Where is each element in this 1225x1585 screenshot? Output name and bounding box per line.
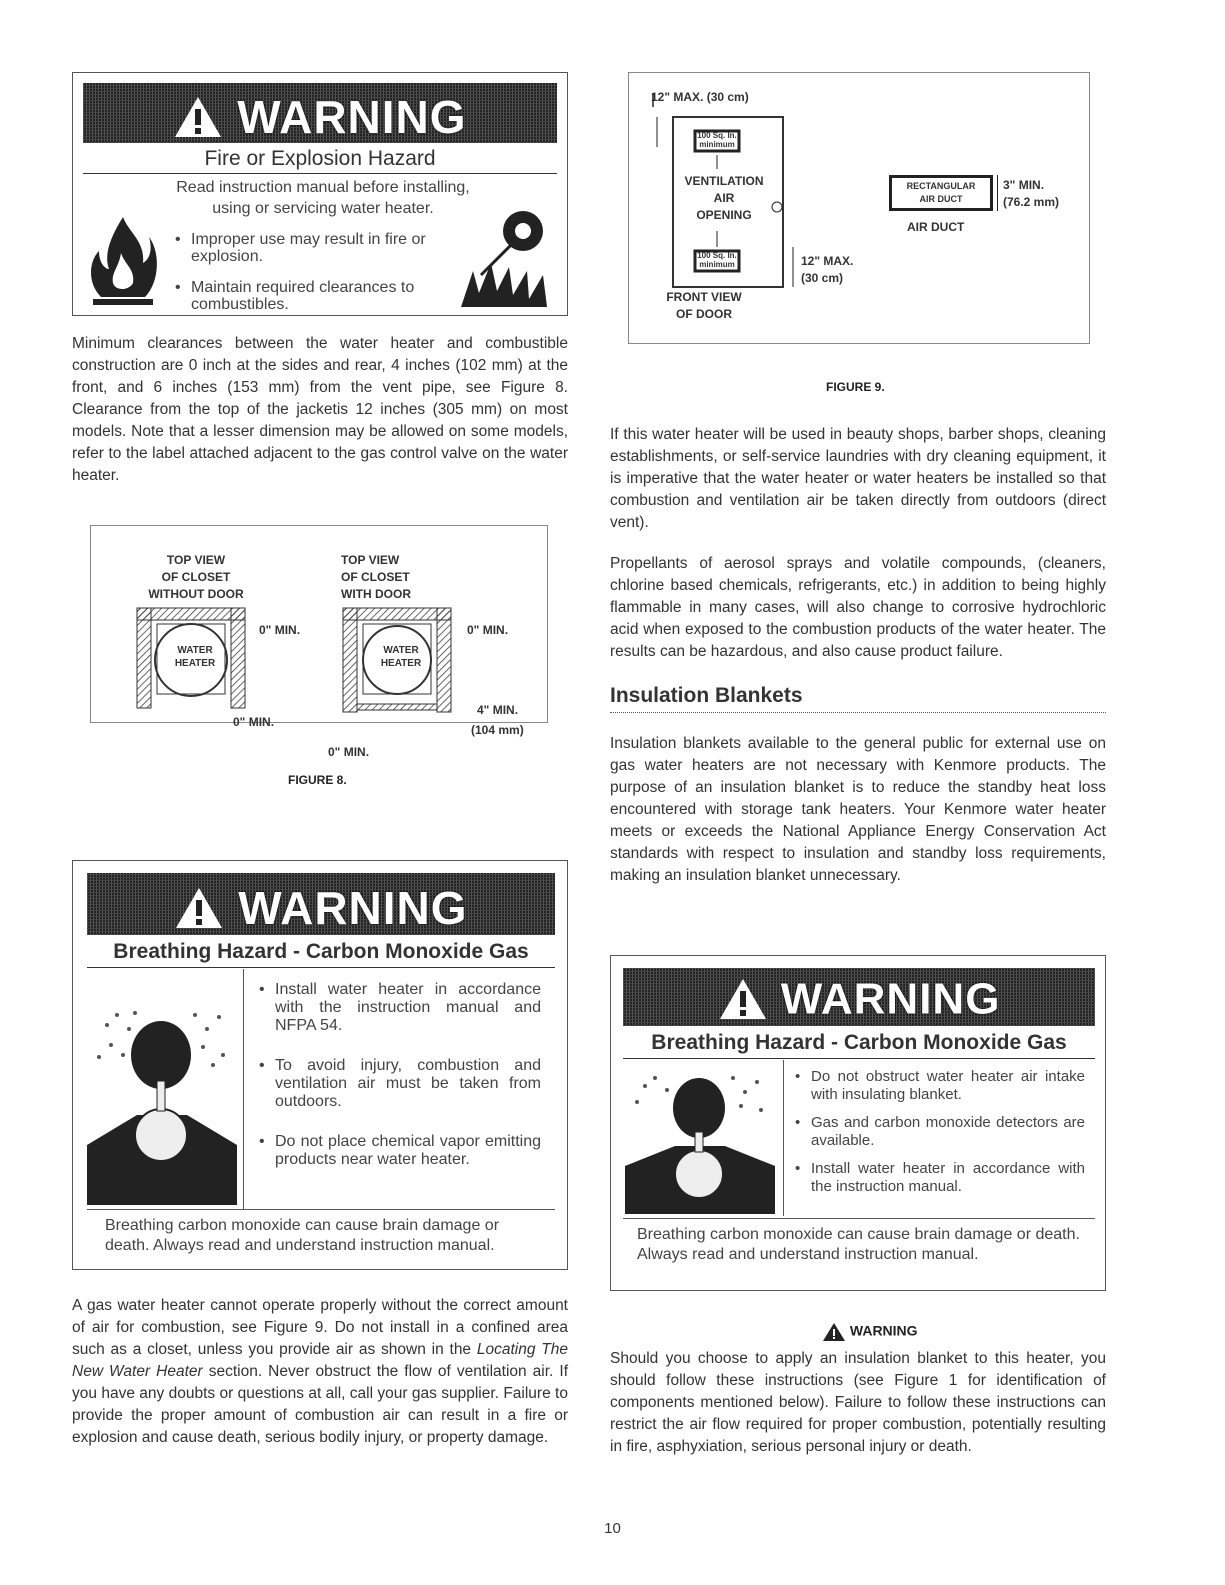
air-duct-box bbox=[889, 175, 993, 211]
front-line: OF DOOR bbox=[676, 307, 732, 321]
beauty-shop-paragraph: If this water heater will be used in beauty shops, barber shops, cleaning establishments, or self-service laundries with dry cleaning equipment, it is imperative that the water heater or water heaters be installed so that combustion and ventilation air be taken directly from outdoors (direct vent). bbox=[610, 426, 1106, 531]
bullet-item: • Do not place chemical vapor emitting products near water heater. bbox=[253, 1133, 541, 1169]
min-front-mm: (104 mm) bbox=[471, 723, 524, 737]
warning-word: WARNING bbox=[238, 881, 468, 934]
person-breathing-gas-icon bbox=[87, 985, 237, 1205]
duct-dimension-line bbox=[997, 175, 998, 211]
blanket-instructions-paragraph: Should you choose to apply an insulation blanket to this heater, you should follow these instructions (see Figure 1 for identification of components mentioned below). Failure to follow these instructions can restrict the air flow required for proper combustion, potentially resulting in fire, asphyxiation, serious personal injury or death. bbox=[610, 1350, 1106, 1455]
warning-bullets bbox=[789, 1068, 1085, 1210]
panel-divider bbox=[243, 969, 244, 1209]
warning-banner bbox=[83, 83, 557, 143]
hazard-title: Breathing Hazard - Carbon Monoxide Gas bbox=[623, 1028, 1095, 1059]
max-line: 12" MAX. bbox=[801, 254, 854, 268]
warning-word: WARNING bbox=[237, 90, 467, 143]
duct-min-line: (76.2 mm) bbox=[1003, 195, 1060, 209]
person-breathing-gas-icon bbox=[625, 1066, 775, 1214]
duct-line: RECTANGULAR bbox=[906, 181, 976, 191]
warning-footer: Breathing carbon monoxide can cause brain damage or death. Always read and understand instruction manual. bbox=[87, 1209, 555, 1256]
min-top-left: 0" MIN. bbox=[259, 623, 301, 637]
bullet-item: • Gas and carbon monoxide detectors are available. bbox=[789, 1114, 1085, 1150]
heading-rule bbox=[610, 712, 1106, 713]
heater-line: WATER bbox=[383, 645, 419, 656]
page-number: 10 bbox=[604, 1520, 621, 1537]
warning-triangle-icon bbox=[822, 1322, 846, 1342]
warning-bullets bbox=[253, 981, 541, 1183]
bullet-item: • Install water heater in accordance with the instruction manual and NFPA 54. bbox=[253, 981, 541, 1035]
bullet-item: • Maintain required clearances to combustibles. bbox=[169, 279, 449, 313]
min-top-right: 0" MIN. bbox=[467, 623, 509, 637]
aerosol-paragraph: Propellants of aerosol sprays and volatile compounds, (cleaners, chlorine based chemicals, refrigerants, etc.) in addition to being highly flammable in many cases, will also change to corrosive hydrochloric acid when exposed to the combustion products of the water heater. The results can be hazardous, and also cause product failure. bbox=[610, 555, 1106, 660]
title-line: OF CLOSET bbox=[341, 570, 410, 584]
max-bottom bbox=[801, 253, 853, 287]
warning-triangle-icon bbox=[718, 977, 768, 1021]
text-run: A gas water heater cannot operate properly without the correct amount of air for combustion, see Figure 9. Do not install in a confined area such as a closet, unless you provide air as shown in the bbox=[72, 1297, 568, 1358]
intro-line: Read instruction manual before installing, bbox=[176, 179, 470, 196]
section-reference: Locating The New Water Heater bbox=[72, 1341, 568, 1380]
hazard-title: Fire or Explosion Hazard bbox=[83, 145, 557, 174]
title-line: OF CLOSET bbox=[161, 570, 231, 584]
vent-line: AIR bbox=[713, 191, 735, 205]
sq-in-top bbox=[695, 131, 739, 149]
heater-line: HEATER bbox=[380, 658, 422, 669]
warning-triangle-icon bbox=[174, 886, 224, 930]
sq-in-line: 100 Sq. In. bbox=[697, 251, 737, 260]
explosion-icon bbox=[451, 201, 561, 309]
title-line: WITH DOOR bbox=[341, 587, 411, 601]
warning-banner bbox=[87, 873, 555, 935]
air-duct-label: AIR DUCT bbox=[907, 220, 965, 234]
co-hazard-warning-1 bbox=[72, 860, 568, 1270]
title-line: TOP VIEW bbox=[341, 553, 400, 567]
figure-8-caption: FIGURE 8. bbox=[288, 773, 347, 787]
insulation-paragraph: Insulation blankets available to the general public for external use on gas water heaters are not necessary with Kenmore products. The purpose of an insulation blanket is to reduce the standby heat loss encountered with storage tank heaters. Your Kenmore water heater meets or exceeds the National Appliance Energy Conservation Act standards with respect to insulation and standby loss requirements, making an insulation blanket unnecessary. bbox=[610, 735, 1106, 884]
title-line: WITHOUT DOOR bbox=[148, 587, 244, 601]
heater-label-left bbox=[163, 644, 227, 670]
duct-min bbox=[1003, 177, 1059, 211]
sq-in-line: minimum bbox=[699, 260, 735, 269]
title-line: TOP VIEW bbox=[166, 553, 226, 567]
hazard-title: Breathing Hazard - Carbon Monoxide Gas bbox=[87, 937, 555, 968]
sq-in-bottom bbox=[695, 251, 739, 269]
intro-line: using or servicing water heater. bbox=[212, 200, 434, 217]
duct-line: AIR DUCT bbox=[919, 194, 963, 204]
text-run: section. Never obstruct the flow of ventilation air. If you have any doubts or questions at all, call your gas supplier. Failure to provide the proper amount of combustion air can result in a fire or explosion and cause death, serious bodily injury, or property damage. bbox=[72, 1363, 569, 1446]
vent-line: VENTILATION bbox=[684, 174, 764, 188]
warning-word: WARNING bbox=[780, 974, 1001, 1024]
min-bottom-right: 0" MIN. bbox=[328, 745, 370, 759]
bullet-item: • To avoid injury, combustion and ventilation air must be taken from outdoors. bbox=[253, 1057, 541, 1111]
panel-divider bbox=[783, 1060, 784, 1216]
warning-bullets bbox=[169, 231, 449, 327]
sq-in-line: 100 Sq. In. bbox=[697, 131, 737, 140]
min-bottom-left: 0" MIN. bbox=[233, 715, 275, 729]
figure-9-caption: FIGURE 9. bbox=[826, 380, 885, 394]
max-line: (30 cm) bbox=[801, 271, 844, 285]
combustion-air-paragraph bbox=[72, 1295, 568, 1449]
min-front: 4" MIN. bbox=[477, 703, 519, 717]
warning-banner bbox=[623, 968, 1095, 1026]
bullet-item: • Install water heater in accordance with the instruction manual. bbox=[789, 1160, 1085, 1196]
figure-8 bbox=[90, 525, 548, 737]
warning-word: WARNING bbox=[849, 1322, 918, 1339]
warning-footer: Breathing carbon monoxide can cause brain damage or death. Always read and understand instruction manual. bbox=[623, 1218, 1095, 1265]
duct-label bbox=[894, 180, 988, 206]
front-view-label bbox=[649, 289, 759, 323]
fire-hazard-warning bbox=[72, 72, 568, 316]
warning-triangle-icon bbox=[173, 95, 223, 139]
heater-line: HEATER bbox=[174, 658, 216, 669]
bullet-item: • Do not obstruct water heater air intake with insulating blanket. bbox=[789, 1068, 1085, 1104]
right-view-title bbox=[341, 552, 461, 603]
heater-line: WATER bbox=[177, 645, 213, 656]
bullet-item: • Improper use may result in fire or explosion. bbox=[169, 231, 449, 265]
fire-icon bbox=[85, 213, 161, 309]
clearances-paragraph: Minimum clearances between the water heater and combustible construction are 0 inch at the sides and rear, 4 inches (102 mm) at the front, and 6 inches (153 mm) from the vent pipe, see Figure 8. Clearance from the top of the jacketis 12 inches (305 mm) on most models. Note that a lesser dimension may be allowed on some models, refer to the label attached adjacent to the gas control valve on the water heater. bbox=[72, 335, 568, 484]
co-hazard-warning-2 bbox=[610, 955, 1106, 1291]
left-view-title bbox=[121, 552, 271, 603]
figure-9 bbox=[628, 72, 1090, 344]
insulation-blankets-heading: Insulation Blankets bbox=[610, 684, 803, 707]
duct-min-line: 3" MIN. bbox=[1003, 178, 1045, 192]
vent-line: OPENING bbox=[696, 208, 752, 222]
max-top: 12" MAX. (30 cm) bbox=[651, 90, 749, 104]
front-line: FRONT VIEW bbox=[666, 290, 742, 304]
heater-label-right bbox=[369, 644, 433, 670]
small-warning-heading bbox=[822, 1322, 918, 1342]
vent-label bbox=[669, 173, 779, 224]
sq-in-line: minimum bbox=[699, 140, 735, 149]
